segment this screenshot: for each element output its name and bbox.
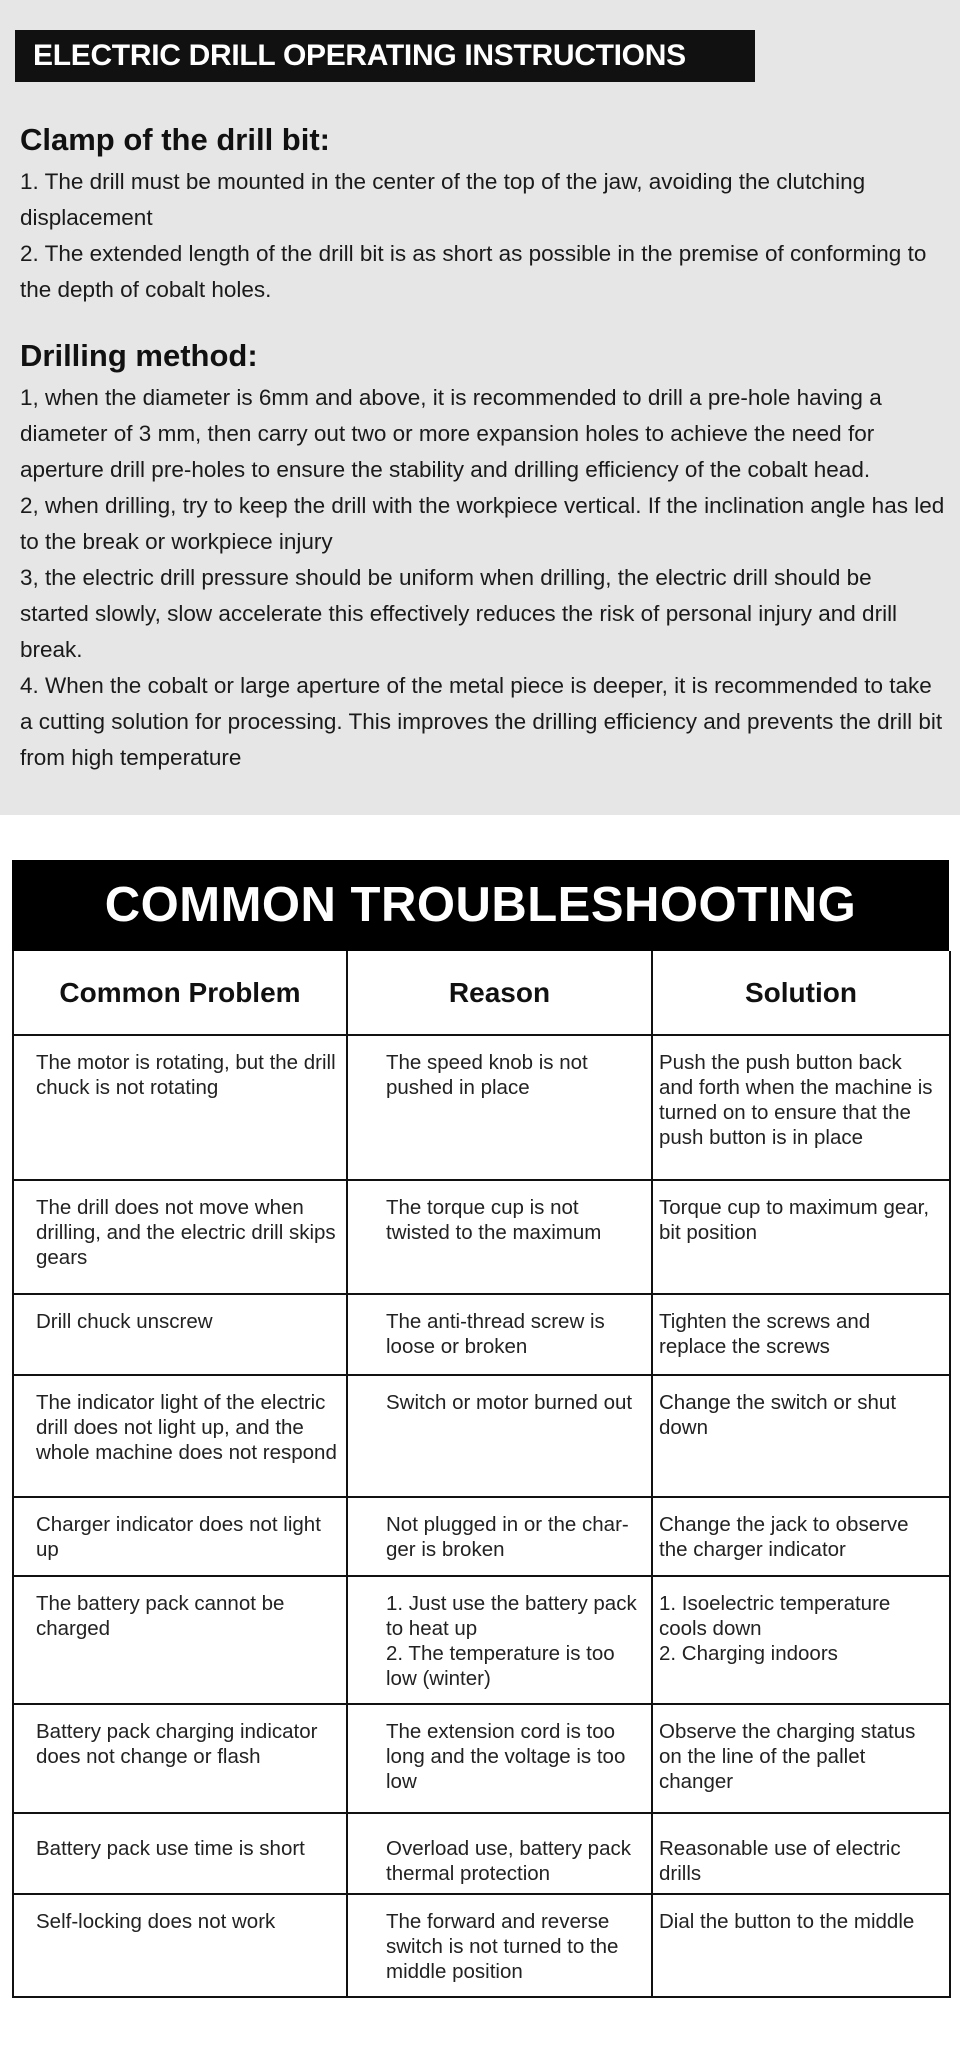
drilling-heading: Drilling method: (20, 338, 258, 373)
reason-cell: The extension cord is too long and the voltage is too low (347, 1704, 652, 1813)
problem-cell: Self-locking does not work (13, 1894, 347, 1997)
table-row (13, 1704, 950, 1813)
reason-cell: Switch or motor burned out (347, 1375, 652, 1497)
problem-cell: Battery pack charging indicator does not change or flash (13, 1704, 347, 1813)
table-row (13, 1894, 950, 1997)
instructions-title: ELECTRIC DRILL OPERATING INSTRUCTIONS (15, 30, 755, 82)
drilling-line: 4. When the cobalt or large aperture of the metal piece is deeper, it is recommended to take a cutting solution for processing. This improves the drilling efficiency and prevents the drill bit from high temperature (20, 673, 943, 770)
drilling-line: 1, when the diameter is 6mm and above, it is recommended to drill a pre-hole having a diameter of 3 mm, then carry out two or more expansion holes to achieve the need for aperture drill pre-holes to ensure the stability and drilling efficiency of the cobalt head. (20, 385, 882, 482)
reason-cell: Overload use, battery pack thermal protection (347, 1813, 652, 1894)
troubleshooting-title: COMMON TROUBLESHOOTING (12, 860, 949, 951)
drilling-line: 3, the electric drill pressure should be uniform when drilling, the electric drill should be started slowly, slow accelerate this effectively reduces the risk of personal injury and drill break. (20, 565, 898, 662)
reason-cell: The speed knob is not pushed in place (347, 1035, 652, 1180)
drilling-text (20, 380, 945, 776)
problem-cell: The motor is rotating, but the drill chuck is not rotating (13, 1035, 347, 1180)
problem-cell: The battery pack cannot be charged (13, 1576, 347, 1704)
solution-cell: Dial the button to the middle (659, 1910, 915, 1933)
reason-cell: The forward and reverse switch is not turned to the middle position (347, 1894, 652, 1997)
table-row (13, 1497, 950, 1576)
column-header-reason: Reason (347, 951, 652, 1035)
solution-cell: Torque cup to maximum gear, bit position (652, 1180, 950, 1294)
instructions-panel (0, 0, 960, 815)
clamp-heading: Clamp of the drill bit: (20, 122, 330, 157)
reason-cell: The torque cup is not twisted to the maximum (347, 1180, 652, 1294)
problem-cell: The indicator light of the electric drill does not light up, and the whole machine does not respond (13, 1375, 347, 1497)
problem-cell: The drill does not move when drilling, and the electric drill skips gears (13, 1180, 347, 1294)
reason-cell: Not plugged in or the char-ger is broken (347, 1497, 652, 1576)
solution-cell: Tighten the screws and replace the screws (652, 1294, 950, 1375)
problem-cell: Drill chuck unscrew (13, 1294, 347, 1375)
problem-cell: Charger indicator does not light up (13, 1497, 347, 1576)
solution-cell: Change the jack to observe the charger indicator (652, 1497, 950, 1576)
table-row (13, 1035, 950, 1180)
troubleshooting-table (12, 951, 951, 1998)
table-row (13, 1294, 950, 1375)
column-header-solution: Solution (652, 951, 950, 1035)
table-row (13, 1375, 950, 1497)
solution-cell: Observe the charging status on the line of the pallet changer (652, 1704, 950, 1813)
solution-cell: Push the push button back and forth when the machine is turned on to ensure that the push button is in place (652, 1035, 950, 1180)
table-row (13, 1576, 950, 1704)
solution-cell: 1. Isoelectric temperature cools down 2. Charging indoors (652, 1576, 950, 1704)
clamp-line: 1. The drill must be mounted in the center of the top of the jaw, avoiding the clutching displacement (20, 169, 866, 230)
problem-cell: Battery pack use time is short (13, 1813, 347, 1894)
table-row (13, 1180, 950, 1294)
reason-cell: The anti-thread screw is loose or broken (347, 1294, 652, 1375)
solution-cell: Change the switch or shut down (652, 1375, 950, 1497)
table-row (13, 1813, 950, 1894)
reason-cell: 1. Just use the battery pack to heat up 2. The temperature is too low (winter) (347, 1576, 652, 1704)
solution-cell: Reasonable use of electric drills (652, 1813, 950, 1894)
drilling-line: 2, when drilling, try to keep the drill with the workpiece vertical. If the inclination angle has led to the break or workpiece injury (20, 493, 945, 554)
column-header-problem: Common Problem (13, 951, 347, 1035)
clamp-line: 2. The extended length of the drill bit is as short as possible in the premise of conforming to the depth of cobalt holes. (20, 241, 927, 302)
clamp-text (20, 164, 945, 308)
table-header-row (13, 951, 950, 1035)
